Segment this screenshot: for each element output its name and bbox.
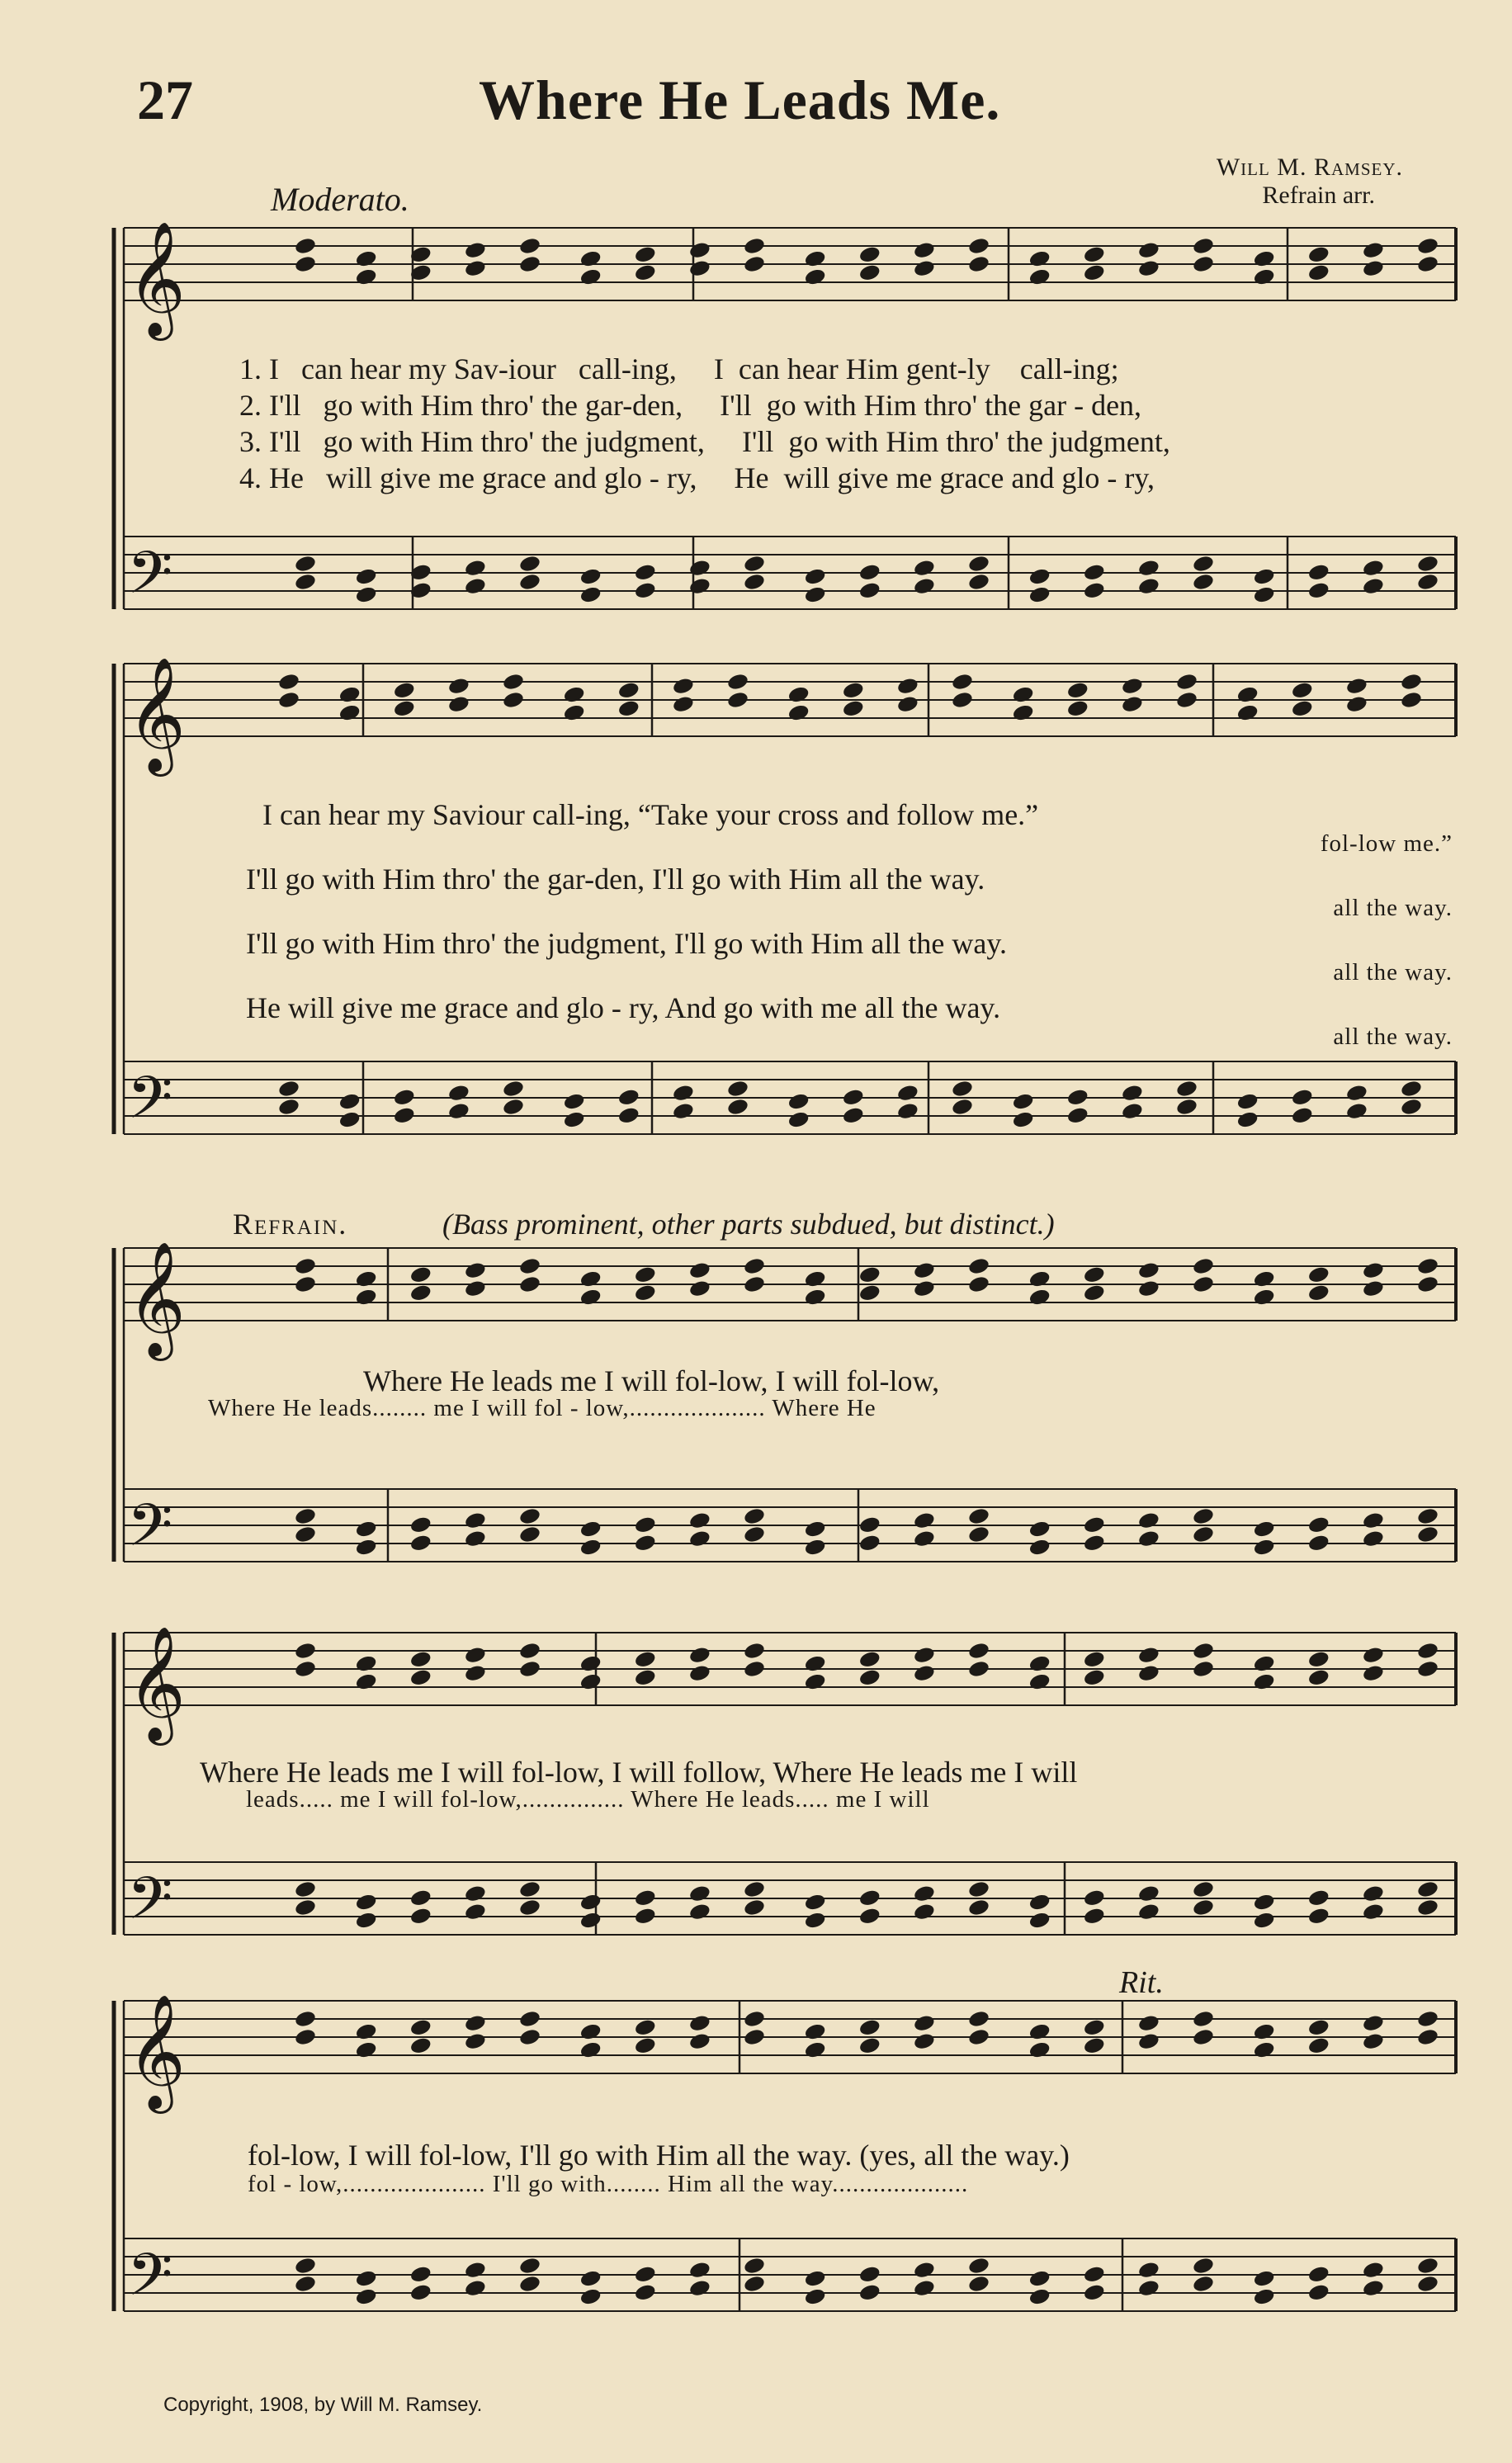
refrain-line-2-lyrics: Where He leads me I will fol-low, I will follow, Where He leads me I will (200, 1756, 1078, 1789)
verse-2-echo: all the way. (1333, 895, 1453, 921)
verse-4-line: 4. He will give me grace and glo - ry, He will give me grace and glo - ry, (239, 461, 1155, 494)
svg-text:𝄢: 𝄢 (127, 1865, 173, 1947)
refrain-line-2-bass-lyrics: leads..... me I will fol-low,............... Where He leads..... me I will (246, 1786, 930, 1813)
refrain-instruction: (Bass prominent, other parts subdued, but distinct.) (442, 1208, 1055, 1241)
svg-text:𝄞: 𝄞 (127, 1994, 186, 2109)
svg-text:𝄢: 𝄢 (127, 539, 173, 622)
verse-3-line: 3. I'll go with Him thro' the judgment, I'll go with Him thro' the judgment, (239, 425, 1170, 458)
arranger-credit: Refrain arr. (1262, 182, 1375, 209)
verse-3-line-2: I'll go with Him thro' the judgment, I'll go with Him all the way. (246, 927, 1008, 960)
composer-credit: Will M. Ramsey. (1216, 154, 1403, 181)
verse-3-echo: all the way. (1333, 959, 1453, 986)
refrain-line-1-lyrics: Where He leads me I will fol-low, I will fol-low, (363, 1364, 940, 1397)
verse-4-line-2: He will give me grace and glo - ry, And go with me all the way. (246, 991, 1001, 1024)
verse-2-line-2: I'll go with Him thro' the gar-den, I'll go with Him all the way. (246, 863, 985, 896)
refrain-label: Refrain. (233, 1208, 348, 1241)
hymn-title: Where He Leads Me. (479, 69, 1001, 131)
refrain-line-1-bass-lyrics: Where He leads........ me I will fol - low,.................... Where He (208, 1395, 876, 1421)
verse-2-line: 2. I'll go with Him thro' the gar-den, I'll go with Him thro' the gar - den, (239, 389, 1142, 422)
verse-1-echo: fol-low me.” (1320, 830, 1453, 857)
svg-text:𝄞: 𝄞 (127, 1241, 186, 1356)
svg-text:𝄞: 𝄞 (127, 221, 186, 336)
svg-text:𝄢: 𝄢 (127, 2241, 173, 2324)
verse-4-echo: all the way. (1333, 1023, 1453, 1050)
svg-text:𝄢: 𝄢 (127, 1064, 173, 1146)
verse-1-line-2: I can hear my Saviour call-ing, “Take your cross and follow me.” (262, 798, 1039, 831)
ritardando-marking: Rit. (1119, 1965, 1164, 2000)
copyright-notice: Copyright, 1908, by Will M. Ramsey. (163, 2394, 483, 2416)
refrain-line-3-bass-lyrics: fol - low,..................... I'll go with........ Him all the way.................... (248, 2171, 969, 2197)
page-number: 27 (137, 69, 193, 131)
verse-1-line: 1. I can hear my Sav-iour call-ing, I can hear Him gent-ly call-ing; (239, 352, 1119, 385)
tempo-marking: Moderato. (271, 181, 409, 218)
svg-text:𝄞: 𝄞 (127, 1626, 186, 1741)
svg-text:𝄢: 𝄢 (127, 1492, 173, 1574)
svg-text:𝄞: 𝄞 (127, 657, 186, 772)
refrain-line-3-lyrics: fol-low, I will fol-low, I'll go with Him all the way. (yes, all the way.) (248, 2139, 1070, 2172)
staff-lines (114, 228, 1456, 2311)
